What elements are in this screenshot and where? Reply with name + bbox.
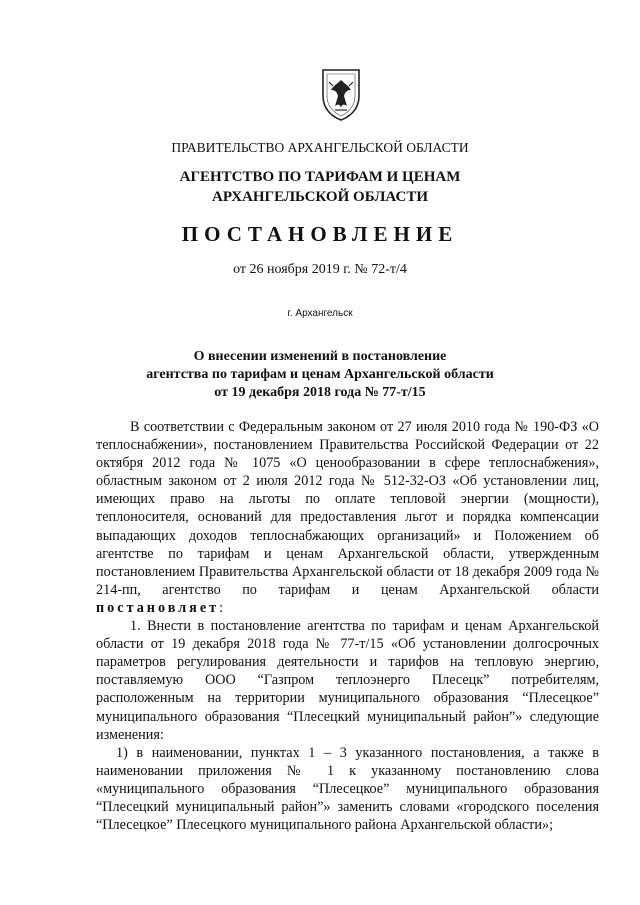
agency-line-1: АГЕНТСТВО ПО ТАРИФАМ И ЦЕНАМ [179,169,461,185]
city: г. Архангельск [287,308,353,319]
resolves-keyword: постановляет [96,599,220,616]
agency-name [0,167,640,207]
document-subject [0,348,640,402]
clause-1-paragraph: 1. Внести в постановление агентства по тарифам и ценам Архангельской области от 19 декабря 2018 года № 77-т/15 «Об установлении долгосрочных параметров регулирования деятельности и тарифов на тепловую энергию, поставляемую ООО “Газпром теплоэнерго Плесецк” потребителям, расположенным на территории муниципального образования “Плесецкое” муниципального образования “Плесецкий муниципальный район”» следующие изменения: [96,618,599,743]
document-body [96,418,599,834]
subject-line-2: агентства по тарифам и ценам Архангельской области [146,367,494,382]
preamble-paragraph [96,418,599,617]
preamble-end: : [219,599,224,616]
coat-of-arms-icon [319,66,363,122]
subject-line-1: О внесении изменений в постановление [193,349,447,364]
subclause-1-paragraph: 1) в наименовании, пунктах 1 – 3 указанного постановления, а также в наименовании приложения № 1 к указанному постановлению слова «муниципального образования “Плесецкое” муниципального образования “Плесецкий муниципальный район”» заменить словами «городского поселения “Плесецкое” Плесецкого муниципального района Архангельской области»; [96,744,599,834]
subject-line-3: от 19 декабря 2018 года № 77-т/15 [214,385,426,400]
document-type: ПОСТАНОВЛЕНИЕ [181,222,459,246]
date-number: от 26 ноября 2019 г. № 72-т/4 [233,262,407,277]
government-name: ПРАВИТЕЛЬСТВО АРХАНГЕЛЬСКОЙ ОБЛАСТИ [171,140,469,155]
agency-line-2: АРХАНГЕЛЬСКОЙ ОБЛАСТИ [212,189,428,205]
preamble-text: В соответствии с Федеральным законом от 27 июля 2010 года № 190-ФЗ «О теплоснабжении», постановлением Правительства Российской Федерации от 22 октября 2012 года № 1075 «О ценообразовании в сфере теплоснабжения», областным законом от 2 июля 2012 года № 512-32-ОЗ «Об установлении лиц, имеющих право на льготы по оплате тепловой энергии (мощности), теплоносителя, оснований для предоставления льгот и порядка компенсации выпадающих доходов теплоснабжающих организаций» и Положением об агентстве по тарифам и ценам Архангельской области, утвержденным постановлением Правительства Архангельской области от 18 декабря 2009 года № 214-пп, агентство по тарифам и ценам Архангельской области [96,419,599,598]
